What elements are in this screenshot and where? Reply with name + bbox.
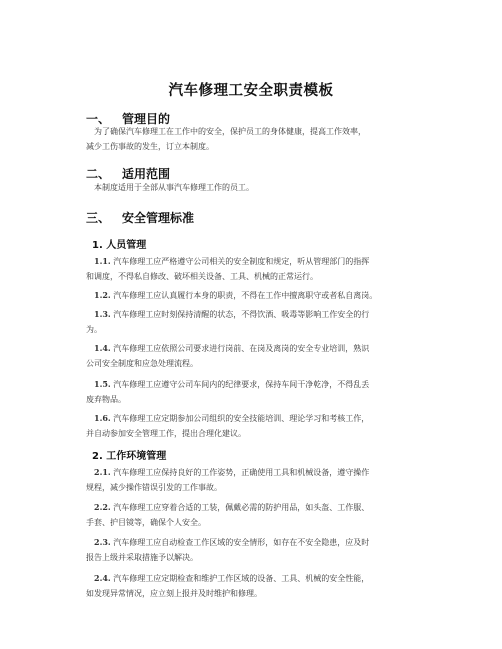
section-title: 管理目的 bbox=[122, 112, 171, 126]
clause-1-4 bbox=[86, 341, 420, 371]
section-title: 安全管理标准 bbox=[122, 211, 195, 225]
clause-number: 2.2. bbox=[94, 502, 111, 512]
clause-line: 汽车修理工应保持良好的工作姿势，正确使用工具和机械设备，遵守操作 bbox=[113, 468, 370, 477]
paragraph-line: 减少工伤事故的发生，订立本制度。 bbox=[86, 142, 214, 151]
clause-line: 汽车修理工应认真履行本身的职责，不得在工作中擅离职守或者私自离岗。 bbox=[113, 291, 378, 300]
clause-line: 汽车修理工应遵守公司车间内的纪律要求，保持车间干净乾净，不得乱丢 bbox=[113, 380, 370, 389]
paragraph bbox=[86, 180, 420, 195]
clause-number: 1.5. bbox=[94, 379, 111, 389]
clause-number: 1.2. bbox=[94, 290, 111, 300]
clause-line: 汽车修理工应依照公司要求进行岗前、在岗及离岗的安全专业培训，熟识 bbox=[113, 344, 370, 353]
clause-line: 汽车修理工应时刻保持清醒的状态，不得饮酒、吸毒等影响工作安全的行 bbox=[113, 310, 370, 319]
clause-line: 公司安全制度和应急处理流程。 bbox=[86, 359, 198, 368]
clause-2-3 bbox=[86, 535, 420, 565]
clause-line: 并自动参加安全管理工作，提出合理化建议。 bbox=[86, 429, 246, 438]
subsection-heading-personnel: 1. 人员管理 bbox=[92, 240, 147, 251]
clause-line: 和调度，不得私自修改、破坏相关设备、工具、机械的正常运行。 bbox=[86, 272, 318, 281]
clause-2-2 bbox=[86, 500, 420, 530]
section-number: 一、 bbox=[86, 112, 111, 126]
clause-1-5 bbox=[86, 377, 420, 407]
clause-number: 2.3. bbox=[94, 537, 111, 547]
clause-line: 汽车修理工应严格遵守公司相关的安全制度和规定，听从管理部门的指挥 bbox=[113, 257, 370, 266]
clause-line: 为。 bbox=[86, 325, 102, 334]
section-number: 三、 bbox=[86, 211, 111, 225]
clause-number: 1.3. bbox=[94, 309, 111, 319]
clause-line: 废弃物品。 bbox=[86, 395, 126, 404]
clause-1-2 bbox=[86, 288, 420, 303]
subsection-heading-environment: 2. 工作环境管理 bbox=[92, 451, 167, 462]
clause-number: 1.6. bbox=[94, 413, 111, 423]
document-title: 汽车修理工安全职责模板 bbox=[168, 83, 334, 99]
clause-line: 规程，减少操作错误引发的工作事故。 bbox=[86, 483, 222, 492]
clause-2-1 bbox=[86, 465, 420, 495]
clause-1-1 bbox=[86, 254, 420, 284]
clause-number: 2.4. bbox=[94, 573, 111, 583]
section-title: 适用范围 bbox=[122, 167, 171, 181]
paragraph-line: 为了确保汽车修理工在工作中的安全，保护员工的身体健康，提高工作效率， bbox=[94, 127, 366, 136]
clause-number: 1.1. bbox=[94, 256, 111, 266]
clause-line: 手套、护目镜等，确保个人安全。 bbox=[86, 518, 206, 527]
clause-line: 汽车修理工应定期参加公司组织的安全技能培训、理论学习和考核工作， bbox=[113, 414, 370, 423]
paragraph bbox=[86, 124, 420, 154]
clause-number: 1.4. bbox=[94, 343, 111, 353]
clause-line: 汽车修理工应定期检查和维护工作区域的设备、工具、机械的安全性能， bbox=[113, 574, 370, 583]
clause-1-6 bbox=[86, 411, 420, 441]
clause-line: 如发现异常情况，应立刻上报并及时维护和修理。 bbox=[86, 589, 262, 598]
section-number: 二、 bbox=[86, 167, 111, 181]
clause-line: 报告上级并采取措施予以解决。 bbox=[86, 553, 198, 562]
clause-line: 汽车修理工应穿着合适的工装，佩戴必需的防护用品，如头盔、工作服、 bbox=[113, 503, 370, 512]
clause-1-3 bbox=[86, 307, 420, 337]
clause-line: 汽车修理工应自动检查工作区域的安全情形，如存在不安全隐患，应及时 bbox=[113, 538, 370, 547]
paragraph-line: 本制度适用于全部从事汽车修理工作的员工。 bbox=[94, 183, 254, 192]
clause-2-4 bbox=[86, 571, 420, 601]
clause-number: 2.1. bbox=[94, 467, 111, 477]
section-heading-standards bbox=[86, 209, 194, 226]
